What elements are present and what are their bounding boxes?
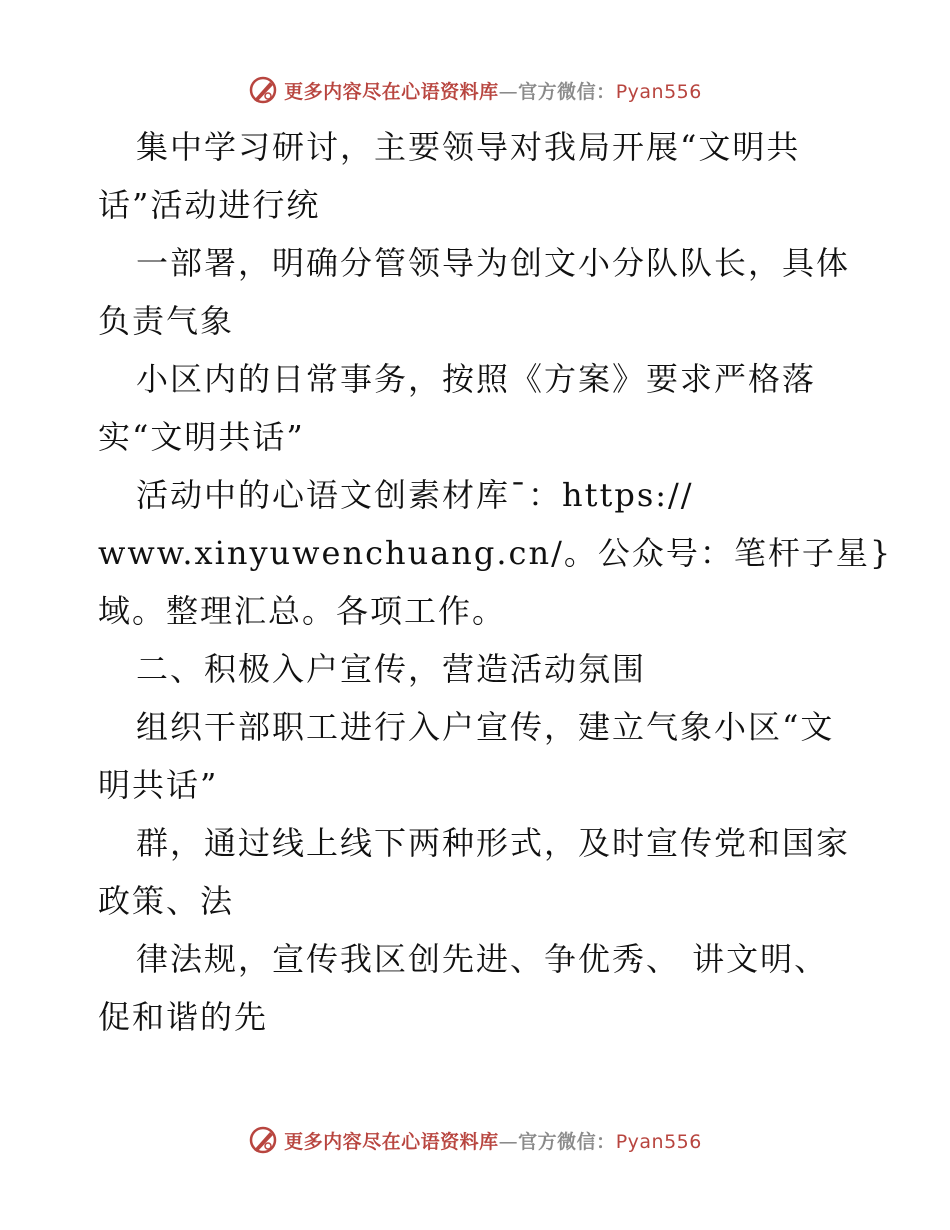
body-line: 群，通过线上线下两种形式，及时宣传党和国家: [136, 824, 851, 862]
header-wechat-label: 官方微信：: [518, 80, 616, 103]
header-separator: —: [498, 80, 519, 103]
body-line: 集中学习研讨，主要领导对我局开展“文明共: [136, 128, 801, 166]
body-line: 域。整理汇总。各项工作。: [98, 592, 507, 630]
header-main-text: 更多内容尽在心语资料库: [284, 80, 499, 103]
body-line: 明共话”: [98, 766, 219, 804]
body-line: 实“文明共话”: [98, 418, 305, 456]
body-line: 话”活动进行统: [98, 186, 321, 224]
body-line-url: www.xinyuwenchuang.cn/。公众号：笔杆子星}: [98, 534, 893, 572]
body-line: 组织干部职工进行入户宣传，建立气象小区“文: [136, 708, 835, 746]
header-banner: [0, 70, 950, 110]
body-line: 小区内的日常事务，按照《方案》要求严格落: [136, 360, 817, 398]
footer-separator: —: [498, 1130, 519, 1153]
document-body: [98, 118, 893, 1046]
body-line: 活动中的心语文创素材库¯：https://: [136, 476, 694, 514]
footer-banner: [0, 1120, 950, 1160]
footer-main-text: 更多内容尽在心语资料库: [284, 1130, 499, 1153]
header-text: [284, 77, 702, 104]
footer-wechat-id: Pyan556: [615, 1130, 702, 1153]
quill-logo-icon: [248, 1125, 278, 1155]
body-line: 促和谐的先: [98, 998, 269, 1036]
header-wechat-id: Pyan556: [615, 80, 702, 103]
body-line: 政策、法: [98, 882, 235, 920]
footer-wechat-label: 官方微信：: [518, 1130, 616, 1153]
footer-text: [284, 1127, 702, 1154]
body-line: 负责气象: [98, 302, 235, 340]
section-heading: 二、积极入户宣传，营造活动氛围: [136, 650, 647, 688]
quill-logo-icon: [248, 75, 278, 105]
body-line: 律法规，宣传我区创先进、争优秀、 讲文明、: [136, 940, 829, 978]
body-line: 一部署，明确分管领导为创文小分队队长，具体: [136, 244, 851, 282]
